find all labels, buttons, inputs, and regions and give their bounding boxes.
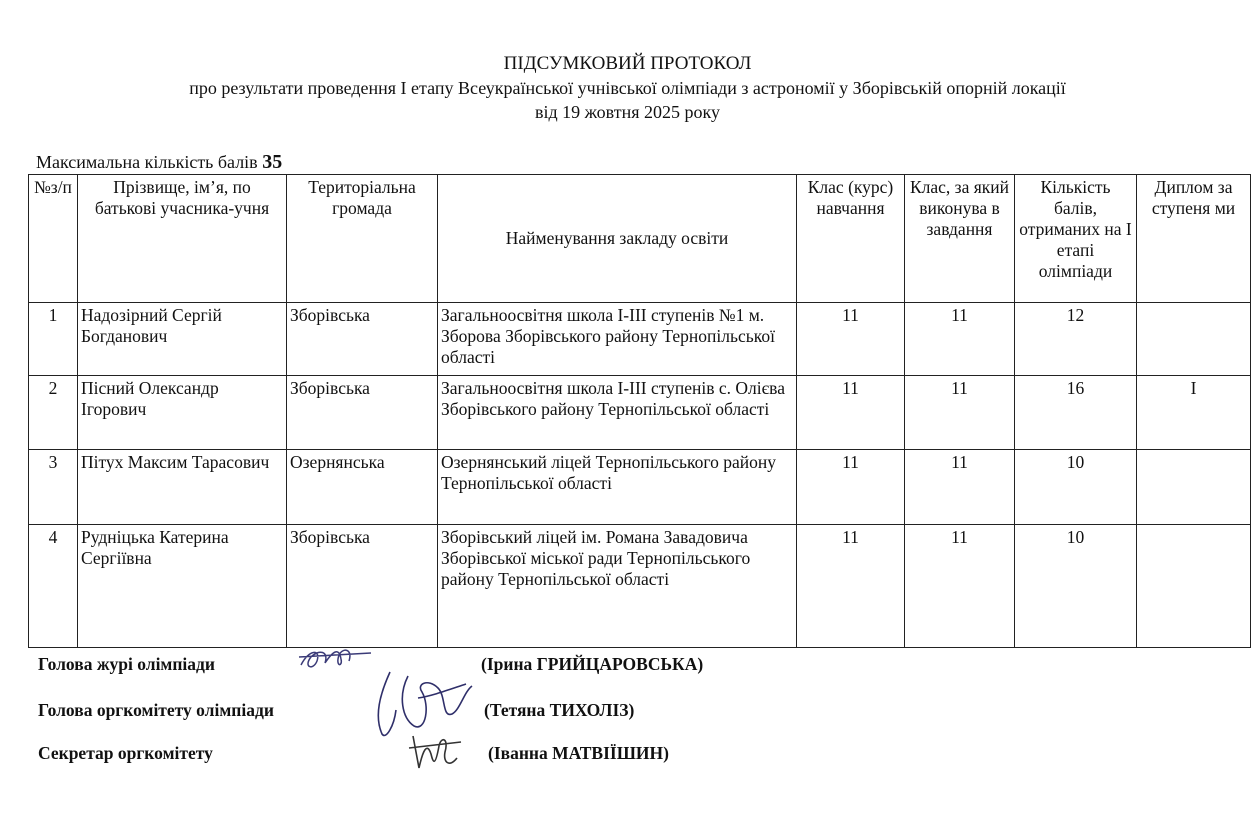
row-community: Зборівська bbox=[287, 376, 438, 450]
row-score: 10 bbox=[1015, 525, 1137, 648]
header-grade: Клас (курс) навчання bbox=[797, 175, 905, 303]
row-score: 12 bbox=[1015, 303, 1137, 376]
row-diploma bbox=[1137, 450, 1251, 525]
page-subtitle: про результати проведення І етапу Всеукраїнської учнівської олімпіади з астрономії у Зборівській опорній локації bbox=[189, 78, 1066, 98]
jury-chair-signature-icon bbox=[295, 643, 375, 675]
row-community: Зборівська bbox=[287, 303, 438, 376]
header-name: Прізвище, ім’я, по батькові учасника-учня bbox=[78, 175, 287, 303]
row-num: 2 bbox=[29, 376, 78, 450]
orgcommittee-chair-name: (Тетяна ТИХОЛІЗ) bbox=[484, 700, 635, 720]
row-task-grade: 11 bbox=[905, 376, 1015, 450]
header-school: Найменування закладу освіти bbox=[438, 175, 797, 303]
row-community: Озернянська bbox=[287, 450, 438, 525]
header-num: №з/п bbox=[29, 175, 78, 303]
row-task-grade: 11 bbox=[905, 450, 1015, 525]
table-row bbox=[29, 525, 1251, 648]
max-score-label: Максимальна кількість балів bbox=[36, 152, 258, 172]
row-name: Пісний Олександр Ігорович bbox=[78, 376, 287, 450]
row-score: 16 bbox=[1015, 376, 1137, 450]
max-score bbox=[36, 151, 282, 174]
row-diploma bbox=[1137, 525, 1251, 648]
row-diploma bbox=[1137, 303, 1251, 376]
document-date: від 19 жовтня 2025 року bbox=[535, 102, 720, 122]
orgcommittee-chair-role: Голова оргкомітету олімпіади bbox=[38, 700, 274, 720]
jury-chair-role: Голова журі олімпіади bbox=[38, 654, 215, 674]
row-grade: 11 bbox=[797, 303, 905, 376]
row-grade: 11 bbox=[797, 376, 905, 450]
header-task-grade: Клас, за який виконува в завдання bbox=[905, 175, 1015, 303]
row-school: Зборівський ліцей ім. Романа Завадовича Зборівської міської ради Тернопільського району Тернопільської області bbox=[438, 525, 797, 648]
row-name: Рудніцька Катерина Сергіївна bbox=[78, 525, 287, 648]
table-row bbox=[29, 303, 1251, 376]
row-grade: 11 bbox=[797, 450, 905, 525]
results-table bbox=[28, 174, 1251, 648]
row-num: 3 bbox=[29, 450, 78, 525]
row-num: 1 bbox=[29, 303, 78, 376]
secretary-name: (Іванна МАТВІЇШИН) bbox=[488, 743, 669, 763]
table-header-row bbox=[29, 175, 1251, 303]
secretary-signature-icon bbox=[405, 728, 465, 774]
row-score: 10 bbox=[1015, 450, 1137, 525]
header-community: Територіальна громада bbox=[287, 175, 438, 303]
jury-chair-name: (Ірина ГРИЙЦАРОВСЬКА) bbox=[481, 654, 704, 674]
row-task-grade: 11 bbox=[905, 525, 1015, 648]
row-school: Загальноосвітня школа І-ІІІ ступенів с. Олієва Зборівського району Тернопільської області bbox=[438, 376, 797, 450]
row-task-grade: 11 bbox=[905, 303, 1015, 376]
header-diploma: Диплом за ступеня ми bbox=[1137, 175, 1251, 303]
row-name: Надозірний Сергій Богданович bbox=[78, 303, 287, 376]
max-score-value: 35 bbox=[262, 151, 283, 173]
row-diploma: І bbox=[1137, 376, 1251, 450]
row-num: 4 bbox=[29, 525, 78, 648]
header-score: Кількість балів, отриманих на І етапі олімпіади bbox=[1015, 175, 1137, 303]
row-school: Озернянський ліцей Тернопільського району Тернопільської області bbox=[438, 450, 797, 525]
table-row bbox=[29, 450, 1251, 525]
secretary-role: Секретар оргкомітету bbox=[38, 743, 213, 763]
table-row bbox=[29, 376, 1251, 450]
row-community: Зборівська bbox=[287, 525, 438, 648]
row-school: Загальноосвітня школа І-ІІІ ступенів №1 м. Зборова Зборівського району Тернопільської області bbox=[438, 303, 797, 376]
row-name: Пітух Максим Тарасович bbox=[78, 450, 287, 525]
row-grade: 11 bbox=[797, 525, 905, 648]
page-title: ПІДСУМКОВИЙ ПРОТОКОЛ bbox=[503, 53, 752, 74]
